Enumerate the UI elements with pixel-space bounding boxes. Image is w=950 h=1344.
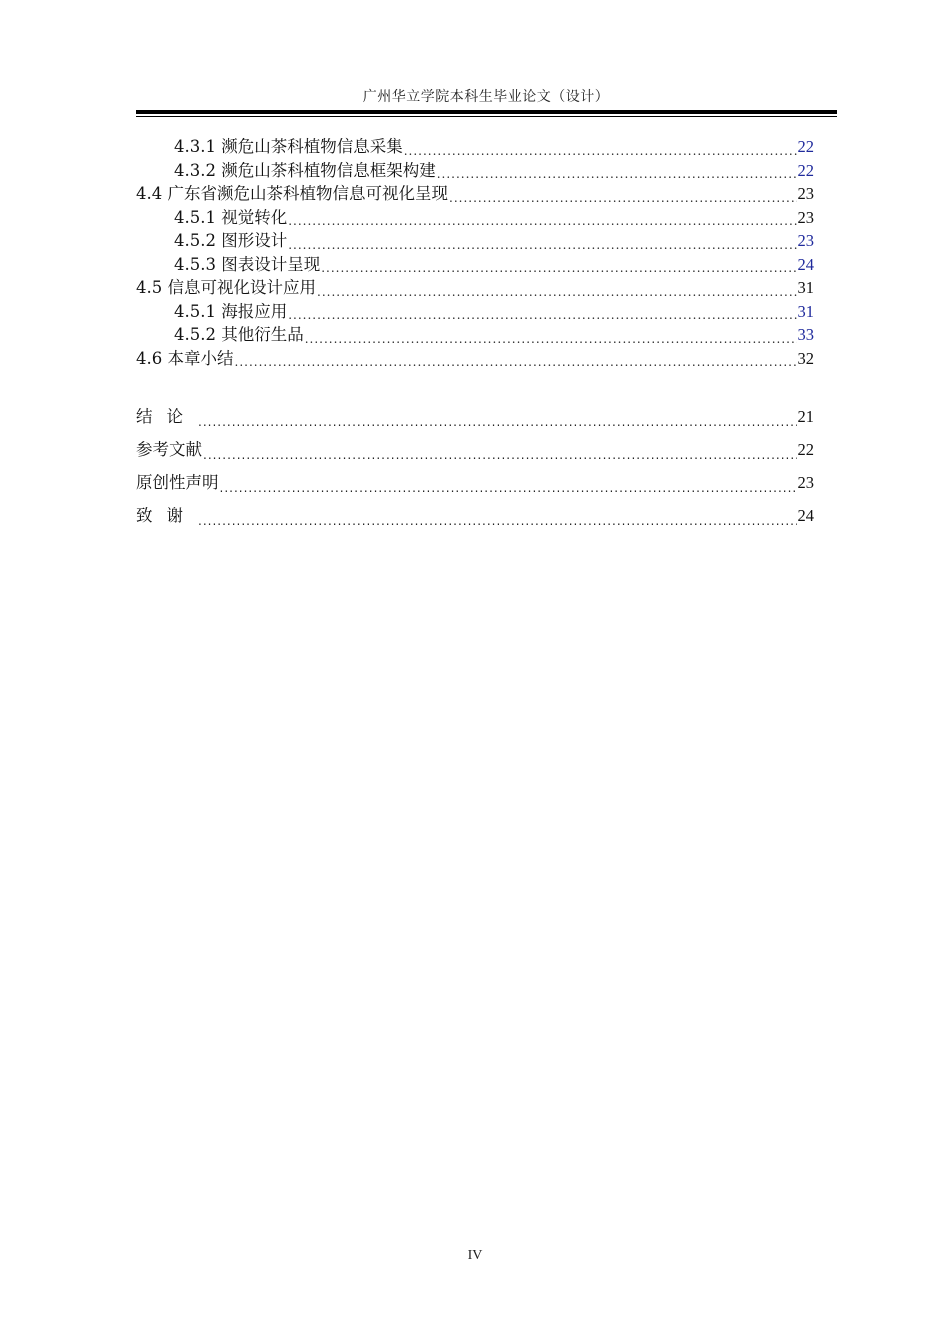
toc-entry-page: 24: [797, 506, 814, 525]
toc-entry[interactable]: [136, 276, 814, 300]
toc-entry-page: 23: [797, 207, 814, 227]
toc-entry-page: 23: [797, 231, 814, 250]
toc-entry-page: 22: [797, 137, 814, 156]
page-number: IV: [467, 1248, 483, 1263]
toc-entry-title: 4.5.3 图表设计呈现: [174, 254, 321, 274]
table-of-contents: [136, 135, 814, 532]
toc-leader-dots: [288, 213, 796, 229]
page-header: 广州华立学院本科生毕业论文（设计）: [362, 89, 610, 105]
toc-entry-conclusion[interactable]: [136, 400, 814, 433]
toc-entry-page: 21: [797, 407, 814, 426]
toc-leader-dots: [288, 307, 796, 323]
toc-entry[interactable]: [136, 182, 814, 206]
toc-entry-title: 结论: [136, 407, 197, 426]
toc-entry-title: 4.3.1 濒危山茶科植物信息采集: [174, 137, 403, 156]
toc-leader-dots: [198, 510, 797, 532]
toc-entry-originality[interactable]: [136, 466, 814, 499]
toc-entry[interactable]: [136, 206, 814, 230]
toc-entry[interactable]: [136, 159, 814, 183]
toc-entry-title: 原创性声明: [136, 473, 219, 492]
toc-entry[interactable]: [136, 253, 814, 277]
toc-entry-page: 33: [797, 325, 814, 344]
toc-entry-page: 22: [797, 440, 814, 459]
toc-entry[interactable]: [136, 347, 814, 371]
toc-entry-title: 参考文献: [136, 440, 202, 459]
toc-entry-title: 4.5.1 视觉转化: [174, 207, 288, 227]
toc-leader-dots: [321, 260, 796, 276]
toc-leader-dots: [404, 143, 797, 159]
toc-leader-dots: [220, 477, 797, 499]
toc-entry-title: 4.6 本章小结: [136, 348, 234, 368]
toc-entry-references[interactable]: [136, 433, 814, 466]
toc-entry-page: 23: [797, 473, 814, 492]
toc-leader-dots: [317, 284, 797, 300]
toc-spacer: [136, 370, 814, 400]
toc-entry-title: 4.5.2 图形设计: [174, 231, 288, 250]
toc-leader-dots: [437, 166, 797, 182]
toc-entry-page: 32: [797, 348, 814, 368]
toc-leader-dots: [203, 444, 797, 466]
toc-entry-acknowledgements[interactable]: [136, 499, 814, 532]
toc-entry-title: 4.5.2 其他衍生品: [174, 325, 304, 344]
toc-entry-page: 22: [797, 160, 814, 180]
toc-entry-title: 4.3.2 濒危山茶科植物信息框架构建: [174, 160, 436, 180]
toc-leader-dots: [449, 190, 797, 206]
toc-entry[interactable]: [136, 323, 814, 347]
toc-entry-title: 4.4 广东省濒危山茶科植物信息可视化呈现: [136, 184, 448, 203]
toc-entry-page: 24: [797, 254, 814, 274]
toc-entry-page: 31: [797, 301, 814, 321]
toc-leader-dots: [288, 237, 796, 253]
toc-entry[interactable]: [136, 135, 814, 159]
toc-leader-dots: [305, 331, 797, 347]
toc-leader-dots: [235, 354, 797, 370]
toc-entry-title: 4.5.1 海报应用: [174, 301, 288, 321]
toc-entry-page: 23: [797, 184, 814, 203]
toc-entry-page: 31: [797, 278, 814, 297]
toc-entry[interactable]: [136, 229, 814, 253]
toc-entry-title: 致谢: [136, 506, 197, 525]
header-rule-thin: [136, 116, 837, 117]
toc-entry[interactable]: [136, 300, 814, 324]
header-rule-thick: [136, 110, 837, 114]
toc-entry-title: 4.5 信息可视化设计应用: [136, 278, 316, 297]
toc-leader-dots: [198, 411, 797, 433]
